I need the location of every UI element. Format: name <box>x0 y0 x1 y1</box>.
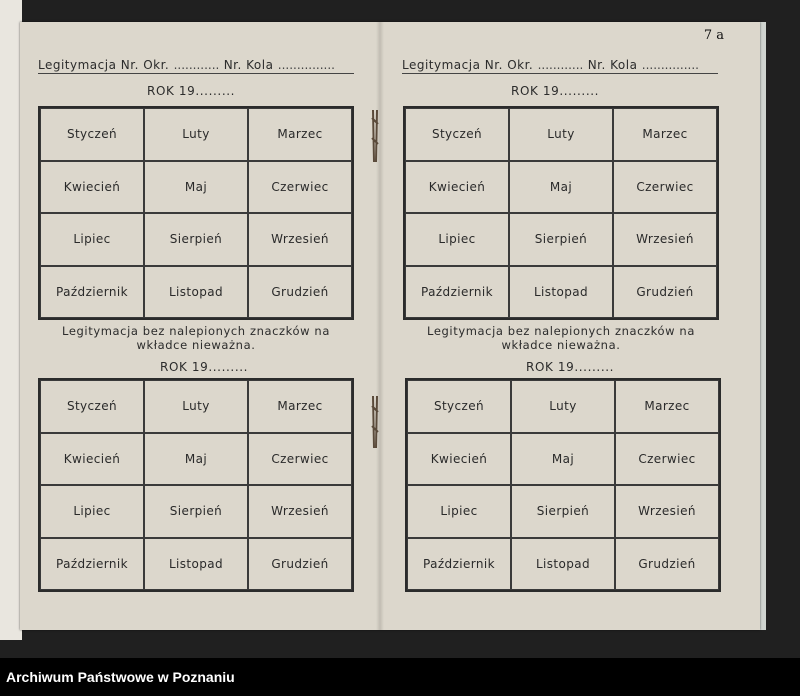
cell-february: Luty <box>509 108 613 161</box>
validity-note-left: Legitymacja bez nalepionych znaczków na wkładce nieważna. <box>62 324 330 352</box>
cell-january: Styczeń <box>40 380 144 433</box>
staple-icon <box>370 394 380 450</box>
cell-october: Październik <box>40 266 144 319</box>
back-page-edge <box>0 0 22 640</box>
month-grid-bottom-left <box>38 378 354 592</box>
cell-january: Styczeń <box>407 380 511 433</box>
cell-november: Listopad <box>144 538 248 591</box>
cell-december: Grudzień <box>248 538 352 591</box>
cell-november: Listopad <box>144 266 248 319</box>
header-right: Legitymacja Nr. Okr. ............ Nr. Kola ............... <box>402 58 718 74</box>
cell-may: Maj <box>509 161 613 214</box>
cell-march: Marzec <box>248 108 352 161</box>
cell-august: Sierpień <box>144 213 248 266</box>
cell-december: Grudzień <box>613 266 717 319</box>
cell-july: Lipiec <box>405 213 509 266</box>
cell-july: Lipiec <box>40 485 144 538</box>
cell-october: Październik <box>407 538 511 591</box>
cell-december: Grudzień <box>615 538 719 591</box>
year-label: ROK 19......... <box>147 84 236 98</box>
validity-note-right: Legitymacja bez nalepionych znaczków na wkładce nieważna. <box>427 324 695 352</box>
cell-march: Marzec <box>248 380 352 433</box>
month-grid-top-right <box>403 106 719 320</box>
cell-january: Styczeń <box>40 108 144 161</box>
folio-number: 7 a <box>703 28 724 43</box>
cell-december: Grudzień <box>248 266 352 319</box>
header-left: Legitymacja Nr. Okr. ............ Nr. Kola ............... <box>38 58 354 74</box>
cell-june: Czerwiec <box>613 161 717 214</box>
year-label: ROK 19......... <box>511 84 600 98</box>
cell-september: Wrzesień <box>248 213 352 266</box>
cell-september: Wrzesień <box>248 485 352 538</box>
cell-september: Wrzesień <box>615 485 719 538</box>
cell-january: Styczeń <box>405 108 509 161</box>
cell-july: Lipiec <box>40 213 144 266</box>
archive-name: Archiwum Państwowe w Poznaniu <box>6 669 235 685</box>
cell-may: Maj <box>144 433 248 486</box>
cell-march: Marzec <box>613 108 717 161</box>
cell-june: Czerwiec <box>248 433 352 486</box>
cell-october: Październik <box>405 266 509 319</box>
cell-november: Listopad <box>509 266 613 319</box>
cell-may: Maj <box>511 433 615 486</box>
staple-icon <box>370 108 380 164</box>
cell-april: Kwiecień <box>407 433 511 486</box>
cell-october: Październik <box>40 538 144 591</box>
year-label: ROK 19......... <box>160 360 249 374</box>
cell-november: Listopad <box>511 538 615 591</box>
cell-february: Luty <box>144 380 248 433</box>
cell-september: Wrzesień <box>613 213 717 266</box>
cell-august: Sierpień <box>511 485 615 538</box>
month-grid-bottom-right <box>405 378 721 592</box>
cell-april: Kwiecień <box>40 161 144 214</box>
archive-footer <box>0 658 800 696</box>
cell-may: Maj <box>144 161 248 214</box>
cell-june: Czerwiec <box>615 433 719 486</box>
cell-august: Sierpień <box>509 213 613 266</box>
cell-july: Lipiec <box>407 485 511 538</box>
cell-june: Czerwiec <box>248 161 352 214</box>
cell-april: Kwiecień <box>40 433 144 486</box>
membership-booklet <box>20 22 760 630</box>
cell-august: Sierpień <box>144 485 248 538</box>
cell-march: Marzec <box>615 380 719 433</box>
cell-february: Luty <box>511 380 615 433</box>
month-grid-top-left <box>38 106 354 320</box>
year-label: ROK 19......... <box>526 360 615 374</box>
cell-february: Luty <box>144 108 248 161</box>
cell-april: Kwiecień <box>405 161 509 214</box>
back-page-edge-right <box>760 22 766 630</box>
